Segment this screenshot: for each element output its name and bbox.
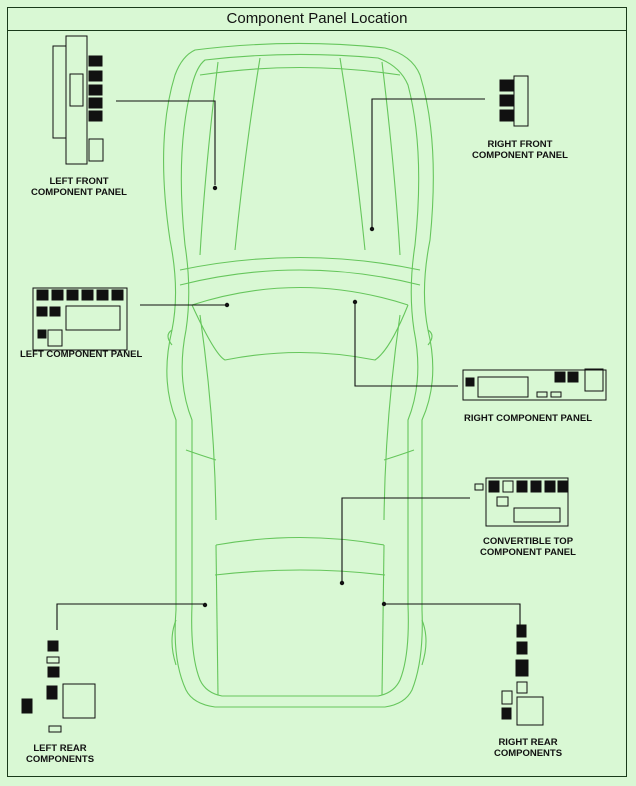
left-front-panel-graphic: [53, 36, 103, 164]
convertible-fuse-1: [489, 481, 499, 492]
convertible-module: [514, 508, 560, 522]
label-left-front-line-2: COMPONENT PANEL: [31, 187, 127, 198]
convertible-fuse-2: [503, 481, 513, 492]
left-front-panel-module: [70, 74, 83, 106]
dot-left-rear: [203, 603, 207, 607]
left-door-line: [186, 450, 216, 460]
hood-line-right: [382, 62, 400, 255]
dot-right-rear: [382, 602, 386, 606]
diagram-title: Component Panel Location: [226, 10, 408, 27]
label-left-front-line-1: LEFT FRONT: [49, 176, 109, 187]
label-right-rear-line-1: RIGHT REAR: [498, 737, 558, 748]
label-right-rear-line-2: COMPONENTS: [493, 748, 563, 759]
right-rear-part-6: [502, 708, 511, 719]
hood-center-right: [340, 58, 365, 250]
left-front-fuse-3: [89, 85, 102, 95]
left-panel-fuse-2: [52, 290, 63, 300]
left-rear-part-1: [48, 641, 58, 651]
hood-center-left: [235, 58, 260, 250]
right-front-fuse-2: [500, 95, 514, 106]
right-front-panel-graphic: [500, 76, 528, 126]
car-body: [164, 43, 434, 707]
left-rear-part-2: [47, 657, 59, 663]
left-panel-fuse-9: [38, 330, 46, 338]
leader-right-panel: [355, 302, 458, 386]
label-convertible: [476, 536, 580, 558]
windshield-glass: [192, 305, 408, 360]
label-convertible-line-1: CONVERTIBLE TOP: [482, 536, 574, 547]
left-rear-graphic: [22, 641, 95, 732]
left-rear-part-6: [49, 726, 61, 732]
right-rear-module: [517, 697, 543, 725]
left-panel-fuse-5: [97, 290, 108, 300]
leader-right-rear: [384, 604, 520, 625]
right-rear-part-5: [502, 691, 512, 704]
left-front-fuse-5: [89, 111, 102, 121]
left-panel-fuse-1: [37, 290, 48, 300]
windshield-base: [180, 270, 420, 285]
left-front-fuse-4: [89, 98, 102, 108]
convertible-fuse-6: [558, 481, 568, 492]
left-panel-module: [66, 306, 120, 330]
trunk-right: [382, 545, 384, 695]
label-left-panel-line-1: LEFT COMPONENT PANEL: [20, 349, 143, 360]
label-right-panel-line-1: RIGHT COMPONENT PANEL: [463, 413, 593, 424]
left-panel-graphic: [33, 288, 127, 350]
label-left-rear: [20, 743, 100, 765]
rear-window: [216, 538, 384, 546]
right-panel-fuse-4: [537, 392, 547, 397]
right-panel-graphic: [463, 369, 606, 400]
left-panel-relay: [48, 330, 62, 346]
right-panel-fuse-1: [555, 372, 565, 382]
label-left-rear-line-2: COMPONENTS: [25, 754, 95, 765]
left-panel-fuse-3: [67, 290, 78, 300]
leader-convertible: [342, 498, 470, 582]
convertible-fuse-3: [517, 481, 527, 492]
left-front-fuse-2: [89, 71, 102, 81]
leader-left-rear: [57, 604, 205, 630]
left-panel-fuse-4: [82, 290, 93, 300]
label-left-rear-line-1: LEFT REAR: [33, 743, 87, 754]
left-front-panel-frame: [53, 46, 66, 138]
right-door-line: [384, 450, 414, 460]
left-front-fuse-1: [89, 56, 102, 66]
left-a-pillar: [200, 315, 216, 520]
trunk-line: [215, 570, 385, 575]
right-panel-fuse-2: [568, 372, 578, 382]
right-rear-part-4: [517, 682, 527, 693]
left-front-panel-body: [66, 36, 87, 164]
right-panel-fuse-3: [466, 378, 474, 386]
label-right-front-line-2: COMPONENT PANEL: [472, 150, 568, 161]
left-front-relay: [89, 139, 103, 161]
convertible-fuse-7: [475, 484, 483, 490]
windshield-top: [192, 288, 408, 306]
right-panel-module: [478, 377, 528, 397]
cowl-line: [180, 258, 420, 271]
right-rear-graphic: [502, 625, 543, 725]
dot-convertible: [340, 581, 344, 585]
left-panel-fuse-7: [37, 307, 47, 316]
pointer-dots: [203, 186, 386, 607]
label-convertible-line-2: COMPONENT PANEL: [480, 547, 576, 558]
convertible-fuse-4: [531, 481, 541, 492]
right-rear-part-1: [517, 625, 526, 637]
dot-left-front: [213, 186, 217, 190]
right-front-fuse-3: [500, 110, 514, 121]
label-right-rear: [488, 737, 568, 759]
label-right-panel: [462, 413, 594, 424]
right-panel-fuse-5: [551, 392, 561, 397]
convertible-panel-graphic: [475, 478, 568, 526]
right-rear-part-3: [516, 660, 528, 676]
dot-right-front: [370, 227, 374, 231]
left-panel-fuse-8: [50, 307, 60, 316]
trunk-left: [216, 545, 218, 695]
dot-left-panel: [225, 303, 229, 307]
hood-front-curve: [200, 68, 400, 76]
right-front-panel-body: [514, 76, 528, 126]
right-rear-part-2: [517, 642, 527, 654]
label-right-front: [468, 139, 572, 161]
right-front-fuse-1: [500, 80, 514, 91]
dot-right-panel: [353, 300, 357, 304]
label-right-front-line-1: RIGHT FRONT: [487, 139, 553, 150]
left-rear-part-3: [48, 667, 59, 677]
right-a-pillar: [384, 315, 400, 520]
left-rear-part-4: [47, 686, 57, 699]
convertible-fuse-8: [497, 497, 508, 506]
left-rear-part-5: [22, 699, 32, 713]
left-rear-module: [63, 684, 95, 718]
leader-left-front: [116, 101, 215, 185]
label-left-panel: [20, 349, 143, 360]
right-panel-relay: [585, 369, 603, 391]
convertible-fuse-5: [545, 481, 555, 492]
label-left-front: [29, 176, 129, 198]
left-panel-fuse-6: [112, 290, 123, 300]
